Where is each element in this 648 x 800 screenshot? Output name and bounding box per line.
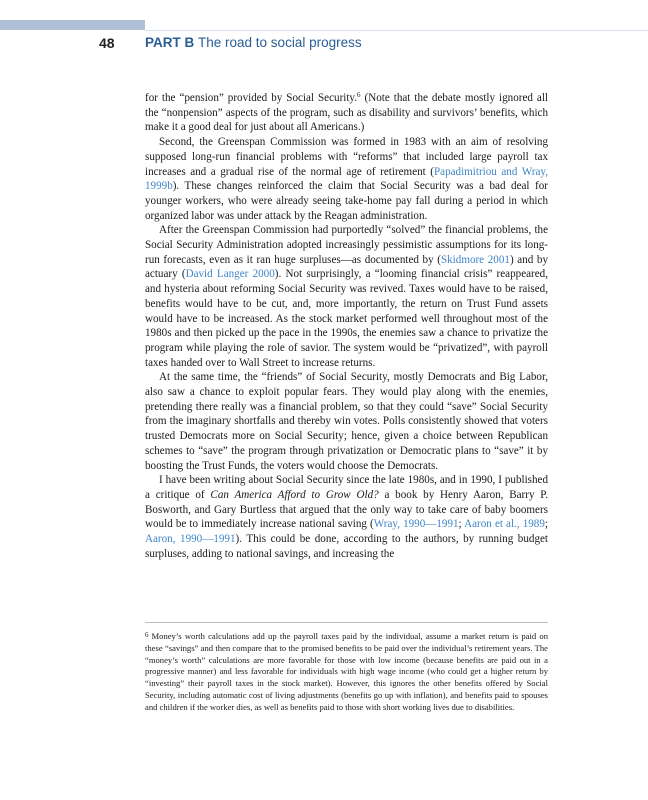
body-text bbox=[145, 91, 548, 562]
paragraph bbox=[145, 223, 548, 370]
text-run: After the Greenspan Commission had purportedly “solved” the financial problems, the Social Security Administration adopted increasingly pessimistic assumptions for its long-run forecasts, even as it ran huge surpluses—as documented by ( bbox=[145, 224, 548, 266]
text-run: I have been writing about Social Security since the late 1980s, and in 1990, I published a critique of bbox=[145, 474, 548, 501]
text-run: ; bbox=[544, 518, 548, 531]
citation-link[interactable]: Skidmore 2001 bbox=[440, 253, 510, 266]
part-title: The road to social progress bbox=[198, 35, 362, 50]
running-header bbox=[0, 35, 648, 55]
section-heading bbox=[145, 35, 362, 50]
footnote-text: Money’s worth calculations add up the payroll taxes paid by the individual, assume a market return is paid on these “savings” and then compare that to the promised benefits to be paid over the individual’s retirement years. The “money’s worth” calculations are more favorable for those with low income (because benefits are paid out in a progressive manner) and less favorable for individuals with high wage income (who could get a higher return by “investing” their payroll taxes in the stock market). However, this ignores the other benefits offered by Social Security, including automatic cost of living adjustments (benefits go up with inflation), and benefits paid to spouses and children if the worker dies, as well as benefits paid to those with short working lives due to disabilities. bbox=[145, 631, 548, 712]
text-run: ). Not surprisingly, a “looming financial crisis” reappeared, and hysteria about reforming Social Security was revived. Taxes would have to be raised, benefits would have to be cut, and, more importantly, the return on Trust Fund assets would have to be increased. As the stock market performed well throughout most of the 1980s and then picked up the pace in the 1990s, the enemies saw a chance to privatize the program while playing the role of savior. The system would be “privatized”, with payroll taxes handed over to Wall Street to increase returns. bbox=[145, 268, 548, 369]
paragraph bbox=[145, 135, 548, 223]
page-number: 48 bbox=[99, 35, 115, 51]
footnote-number: 6 bbox=[145, 631, 149, 639]
footnote-paragraph bbox=[145, 630, 548, 714]
footnote-divider bbox=[145, 622, 548, 623]
text-run: Second, the Greenspan Commission was formed in 1983 with an aim of resolving supposed long-run financial problems with “reforms” that included large payroll tax increases and a gradual rise of the normal age of retirement ( bbox=[145, 136, 548, 178]
paragraph: At the same time, the “friends” of Social Security, mostly Democrats and Big Labor, also saw a chance to exploit popular fears. They would play along with the enemies, pretending there really was a financial problem, so that they could “save” Social Security from the imaginary shortfalls and thereby win votes. Polls consistently showed that voters trusted Democrats more on Social Security; hence, given a choice between Republican schemes to “save” the program through privatization or Democratic plans to “save” it by boosting the Trust Funds, the voters would choose the Democrats. bbox=[145, 371, 548, 472]
part-label: PART B bbox=[145, 35, 195, 50]
text-run: a book by Henry Aaron, Barry P. Bosworth, and Gary Burtless that argued that the only way to take care of baby boomers would be to immediately increase national saving ( bbox=[145, 488, 548, 531]
citation-link[interactable]: David Langer 2000 bbox=[185, 268, 275, 281]
citation-link[interactable]: Papadimitriou and Wray, 1999b bbox=[145, 165, 548, 193]
text-run: ) and by actuary ( bbox=[145, 253, 548, 281]
text-run: ; bbox=[458, 518, 465, 531]
paragraph bbox=[145, 91, 548, 135]
header-rule bbox=[145, 30, 648, 31]
footnote bbox=[145, 630, 548, 714]
paragraph bbox=[145, 473, 548, 561]
footnote-marker[interactable]: 6 bbox=[357, 91, 361, 99]
text-run: ). These changes reinforced the claim that Social Security was a bad deal for younger workers, who were already seeing take-home pay fall during a period in which organized labor was under attack by the Reagan administration. bbox=[145, 180, 548, 222]
text-run: for the “pension” provided by Social Security. bbox=[145, 92, 358, 104]
citation-link[interactable]: Wray, 1990—1991 bbox=[373, 518, 459, 531]
header-color-bar bbox=[0, 20, 145, 30]
book-title: Can America Afford to Grow Old? bbox=[210, 488, 379, 501]
citation-link[interactable]: Aaron et al., 1989 bbox=[464, 518, 545, 531]
text-run: ). This could be done, according to the authors, by running budget surpluses, adding to national savings, and increasing the bbox=[145, 533, 548, 560]
citation-link[interactable]: Aaron, 1990—1991 bbox=[145, 533, 236, 546]
text-run: (Note that the debate mostly ignored all the “nonpension” aspects of the program, such as disability and survivors’ benefits, which make it a good deal for just about all Americans.) bbox=[145, 92, 548, 134]
